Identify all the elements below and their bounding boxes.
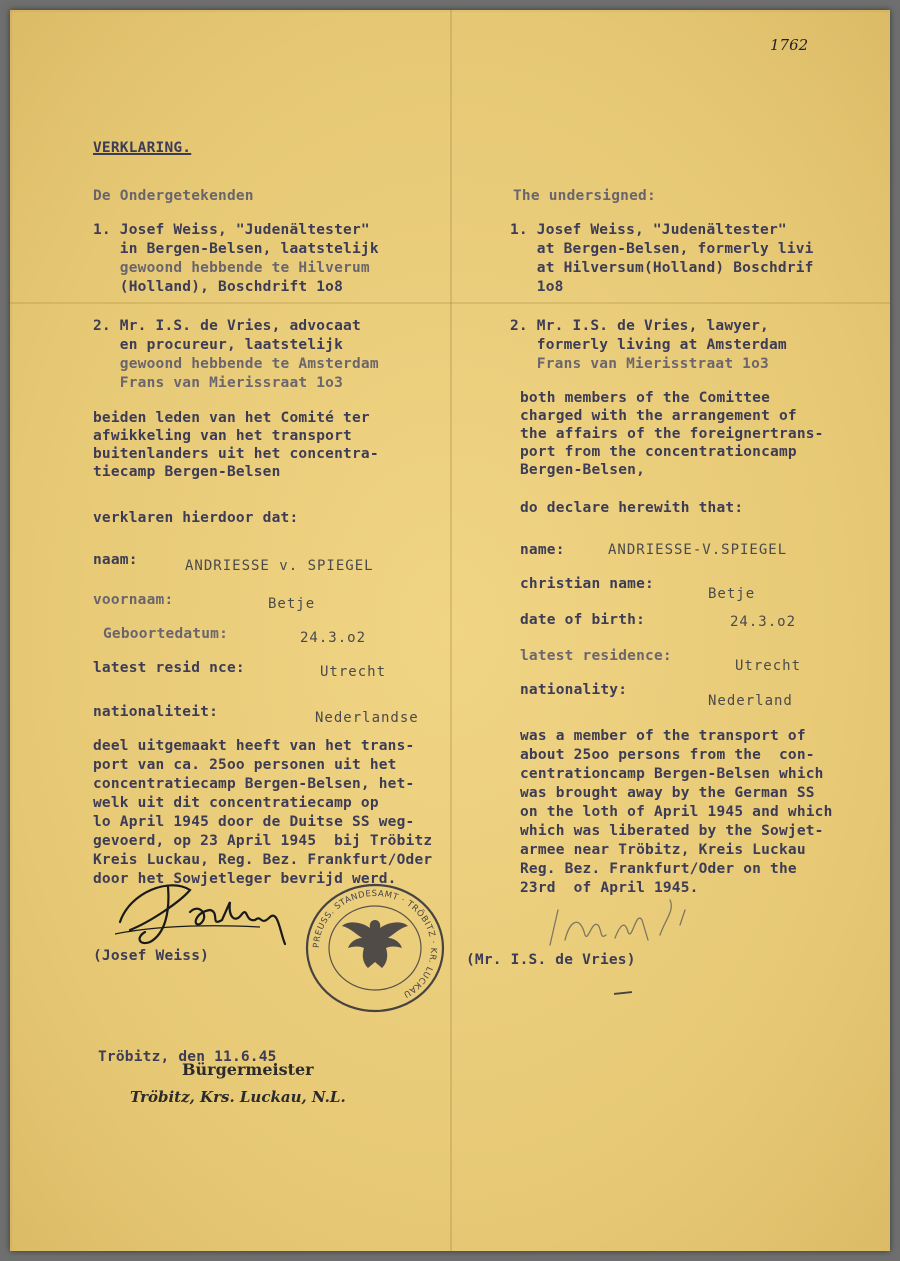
nl-heading: De Ondergetekenden: [93, 188, 254, 204]
nl-statement-line: door het Sowjetleger bevrijd werd.: [93, 871, 397, 887]
en-statement-line: 23rd of April 1945.: [520, 880, 699, 896]
nl-signer1-line: gewoond hebbende te Hilverum: [93, 260, 370, 276]
nl-label-nationality: nationaliteit:: [93, 704, 219, 720]
en-statement-line: was brought away by the German SS: [520, 785, 815, 801]
en-committee-line: both members of the Comittee: [520, 390, 771, 406]
nl-label-birth: Geboortedatum:: [103, 626, 229, 642]
nl-signer1-line: (Holland), Boschdrift 1o8: [93, 279, 344, 295]
en-value-birth: 24.3.o2: [730, 614, 797, 630]
en-label-name: name:: [520, 542, 565, 558]
nl-value-firstname: Betje: [268, 596, 316, 612]
en-committee-line: port from the concentrationcamp: [520, 444, 797, 460]
nl-statement-line: welk uit dit concentratiecamp op: [93, 795, 379, 811]
document-sheet: [10, 10, 890, 1251]
nl-committee-line: tiecamp Bergen-Belsen: [93, 464, 281, 480]
official-stamp: [300, 880, 450, 1015]
en-value-name: ANDRIESSE-V.SPIEGEL: [608, 542, 788, 558]
en-statement-line: armee near Tröbitz, Kreis Luckau: [520, 842, 806, 858]
en-label-birth: date of birth:: [520, 612, 646, 628]
nl-statement-line: concentratiecamp Bergen-Belsen, het-: [93, 776, 415, 792]
nl-signer2-line: en procureur, laatstelijk: [93, 337, 344, 353]
en-committee-line: charged with the arrangement of: [520, 408, 797, 424]
en-statement-line: Reg. Bez. Frankfurt/Oder on the: [520, 861, 797, 877]
archive-number: 1762: [770, 36, 809, 54]
footer-office: Bürgermeister: [182, 1060, 314, 1079]
nl-signer1-line: in Bergen-Belsen, laatstelijk: [93, 241, 379, 257]
nl-signer2-line: gewoond hebbende te Amsterdam: [93, 356, 379, 372]
nl-committee-line: buitenlanders uit het concentra-: [93, 446, 379, 462]
en-committee-line: the affairs of the foreignertrans-: [520, 426, 824, 442]
footer-office-place: Tröbitz, Krs. Luckau, N.L.: [130, 1088, 346, 1106]
en-heading: The undersigned:: [513, 188, 656, 204]
en-label-nationality: nationality:: [520, 682, 628, 698]
fold-line-horizontal: [10, 302, 890, 304]
en-statement-line: which was liberated by the Sowjet-: [520, 823, 824, 839]
en-signer2-line: 2. Mr. I.S. de Vries, lawyer,: [510, 318, 769, 334]
nl-value-name: ANDRIESSE v. SPIEGEL: [185, 558, 374, 574]
nl-signer1-line: 1. Josef Weiss, "Judenältester": [93, 222, 370, 238]
nl-value-residence: Utrecht: [320, 664, 387, 680]
fold-line-vertical: [450, 10, 452, 1251]
nl-statement-line: Kreis Luckau, Reg. Bez. Frankfurt/Oder: [93, 852, 433, 868]
nl-label-name: naam:: [93, 552, 138, 568]
en-statement-line: centrationcamp Bergen-Belsen which: [520, 766, 824, 782]
ink-mark: [614, 991, 632, 995]
en-statement-line: about 25oo persons from the con-: [520, 747, 815, 763]
nl-committee-line: beiden leden van het Comité ter: [93, 410, 370, 426]
en-signer1-line: at Bergen-Belsen, formerly livi: [510, 241, 814, 257]
nl-statement-line: lo April 1945 door de Duitse SS weg-: [93, 814, 415, 830]
nl-label-firstname: voornaam:: [93, 592, 174, 608]
signature-josef-weiss: [110, 872, 310, 952]
en-committee-line: Bergen-Belsen,: [520, 462, 646, 478]
en-signer2-line: Frans van Mierisstraat 1o3: [510, 356, 769, 372]
footer-place-date: Tröbitz, den 11.6.45: [98, 1049, 277, 1065]
en-statement-line: on the loth of April 1945 and which: [520, 804, 833, 820]
nl-signer2-line: Frans van Mierissraat 1o3: [93, 375, 344, 391]
en-label-firstname: christian name:: [520, 576, 654, 592]
en-signer1-line: 1o8: [510, 279, 564, 295]
nl-declare: verklaren hierdoor dat:: [93, 510, 299, 526]
eagle-icon: [342, 920, 408, 968]
en-signer1-line: at Hilversum(Holland) Boschdrif: [510, 260, 814, 276]
en-declare: do declare herewith that:: [520, 500, 744, 516]
nl-committee-line: afwikkeling van het transport: [93, 428, 352, 444]
nl-statement-line: gevoerd, op 23 April 1945 bij Tröbitz: [93, 833, 433, 849]
nl-label-residence: latest resid nce:: [93, 660, 245, 676]
nl-value-birth: 24.3.o2: [300, 630, 367, 646]
caption-de-vries: (Mr. I.S. de Vries): [466, 952, 636, 968]
en-label-residence: latest residence:: [520, 648, 672, 664]
en-value-firstname: Betje: [708, 586, 756, 602]
en-signer2-line: formerly living at Amsterdam: [510, 337, 787, 353]
nl-statement-line: deel uitgemaakt heeft van het trans-: [93, 738, 415, 754]
en-value-nationality: Nederland: [708, 693, 793, 709]
nl-signer2-line: 2. Mr. I.S. de Vries, advocaat: [93, 318, 361, 334]
en-statement-line: was a member of the transport of: [520, 728, 806, 744]
nl-value-nationality: Nederlandse: [315, 710, 419, 726]
en-signer1-line: 1. Josef Weiss, "Judenältester": [510, 222, 787, 238]
nl-statement-line: port van ca. 25oo personen uit het: [93, 757, 397, 773]
en-value-residence: Utrecht: [735, 658, 802, 674]
document-title: VERKLARING.: [93, 140, 192, 156]
caption-josef-weiss: (Josef Weiss): [93, 948, 210, 964]
stamp-text: PREUSS. STANDESAMT · TRÖBITZ · KR. LUCKAU: [311, 888, 439, 1000]
